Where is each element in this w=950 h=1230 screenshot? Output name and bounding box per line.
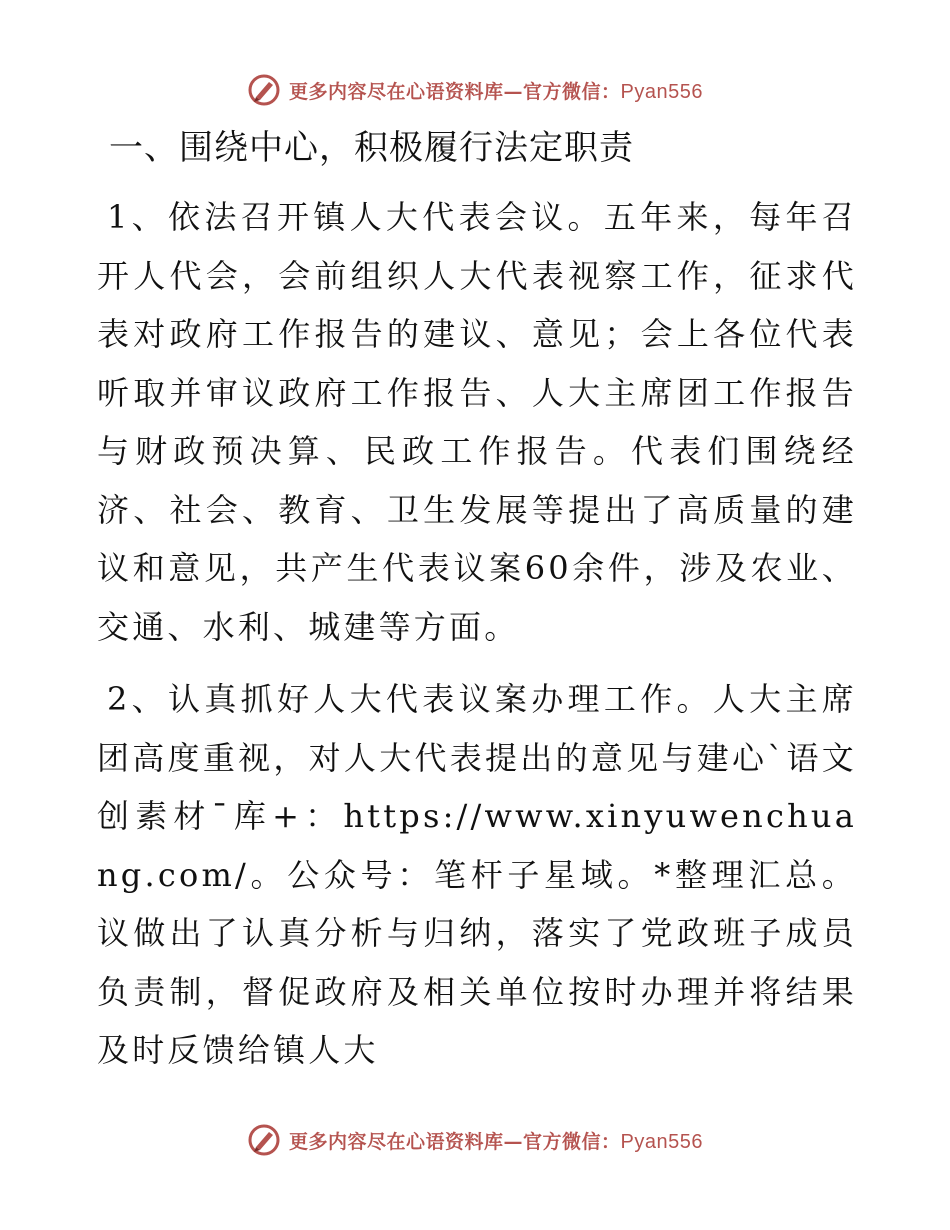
watermark-text: 更多内容尽在心语资料库—官方微信：Pyan556: [289, 1130, 703, 1153]
section-heading: 一、围绕中心，积极履行法定职责: [109, 128, 634, 168]
watermark-text: 更多内容尽在心语资料库—官方微信：Pyan556: [289, 80, 703, 103]
watermark-banner-top: [0, 70, 950, 110]
paragraph-2: 2、认真抓好人大代表议案办理工作。人大主席团高度重视，对人大代表提出的意见与建心`语文创素材¯库+：https://www.xinyuwenchuang.com/。公众号：笔杆子星域。*整理汇总。议做出了认真分析与归纳，落实了党政班子成员负责制，督促政府及相关单位按时办理并将结果及时反馈给镇人大: [97, 680, 857, 1069]
pen-logo-icon: [247, 1123, 281, 1157]
watermark-banner-bottom: [0, 1120, 950, 1160]
paragraph-1: 1、依法召开镇人大代表会议。五年来，每年召开人代会，会前组织人大代表视察工作，征求代表对政府工作报告的建议、意见；会上各位代表听取并审议政府工作报告、人大主席团工作报告与财政预决算、民政工作报告。代表们围绕经济、社会、教育、卫生发展等提出了高质量的建议和意见，共产生代表议案60余件，涉及农业、交通、水利、城建等方面。: [97, 198, 857, 646]
document-body: [97, 120, 857, 1094]
pen-logo-icon: [247, 73, 281, 107]
